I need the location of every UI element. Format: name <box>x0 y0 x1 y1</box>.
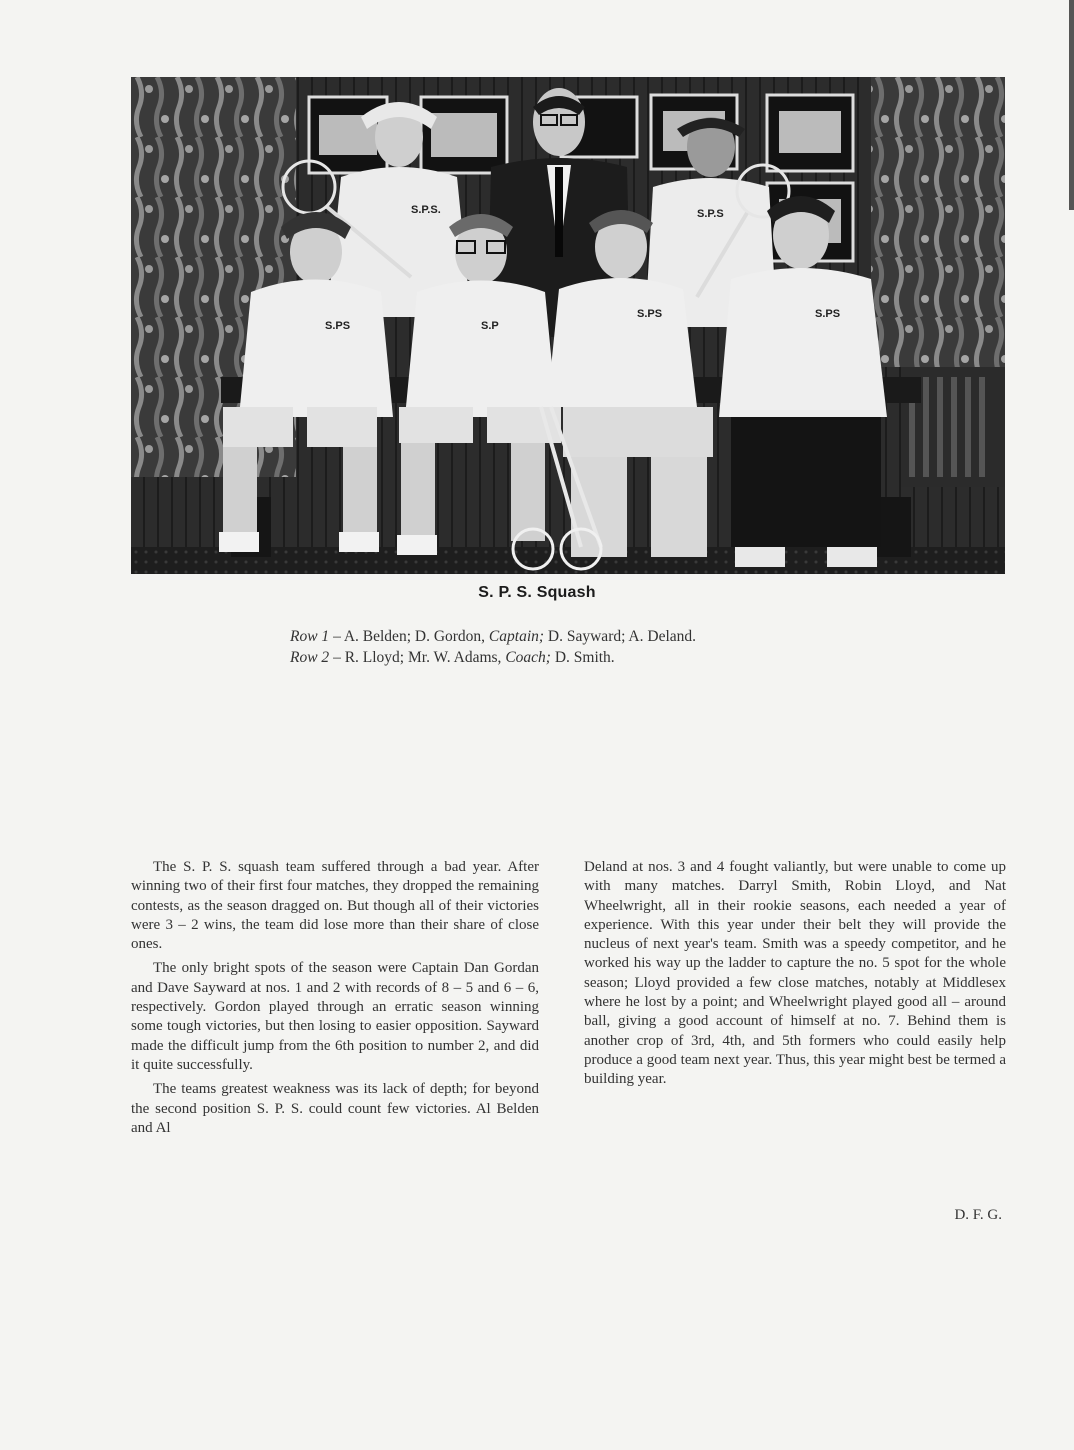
author-initials: D. F. G. <box>954 1207 1002 1223</box>
article-paragraph: The teams greatest weakness was its lack of depth; for beyond the second position S. P. S. could count few victories. Al Belden and Al <box>131 1081 539 1136</box>
article-column-right <box>584 858 1006 1095</box>
article-paragraph: The S. P. S. squash team suffered through a bad year. After winning two of their first four matches, they dropped the remaining contests, as the season dragged on. But though all of their victories were 3 – 2 wins, the team did lose more than their share of close ones. <box>131 859 539 953</box>
jacket-lettering: S.PS <box>815 308 841 320</box>
roster-row-1 <box>290 626 696 647</box>
row-names: R. Lloyd; Mr. W. Adams, <box>344 649 506 666</box>
article-column-left <box>131 858 539 1143</box>
page-edge <box>1069 0 1074 210</box>
row-role: Captain; <box>488 628 545 645</box>
jacket-lettering: S.P.S <box>697 208 724 220</box>
photo-caption-title: S. P. S. Squash <box>478 584 596 601</box>
row-names: D. Smith. <box>550 649 615 666</box>
jacket-lettering: S.P <box>481 320 499 332</box>
row-separator: – <box>329 628 344 645</box>
row-names: A. Belden; D. Gordon, <box>343 628 489 645</box>
jacket-lettering: S.PS <box>637 308 663 320</box>
row-role: Coach; <box>505 649 551 666</box>
team-photo <box>131 77 1005 574</box>
row-separator: – <box>329 649 345 666</box>
row-label: Row 2 <box>290 649 330 666</box>
row-label: Row 1 <box>290 628 330 645</box>
article-paragraph: Deland at nos. 3 and 4 fought valiantly, but were unable to come up with many matches. Darryl Smith, Robin Lloyd, and Nat Wheelwright, all in their rookie seasons, each needed a year of experience. With this year under their belt they will provide the nucleus of next year's team. Smith was a speedy competitor, and he worked his way up the ladder to capture the no. 5 spot for the whole season; Lloyd provided a few close matches, notably at Middlesex where he lost by a point; and Wheelwright played good all – around ball, giving a good account of himself at no. 7. Behind them is another crop of 3rd, 4th, and 5th formers who could easily help produce a good team next year. Thus, this year might best be termed a building year. <box>584 859 1006 1088</box>
jacket-lettering: S.PS <box>325 320 351 332</box>
jacket-lettering: S.P.S. <box>411 204 441 216</box>
roster <box>290 626 696 668</box>
article-paragraph: The only bright spots of the season were Captain Dan Gordan and Dave Sayward at nos. 1 and 2 with records of 8 – 5 and 6 – 6, respectively. Gordon played through an erratic season winning some tough victories, but then losing to easier opposition. Sayward made the difficult jump from the 6th position to number 2, and did it quite successfully. <box>131 960 539 1073</box>
roster-row-2 <box>290 647 696 668</box>
row-names: D. Sayward; A. Deland. <box>544 628 697 645</box>
